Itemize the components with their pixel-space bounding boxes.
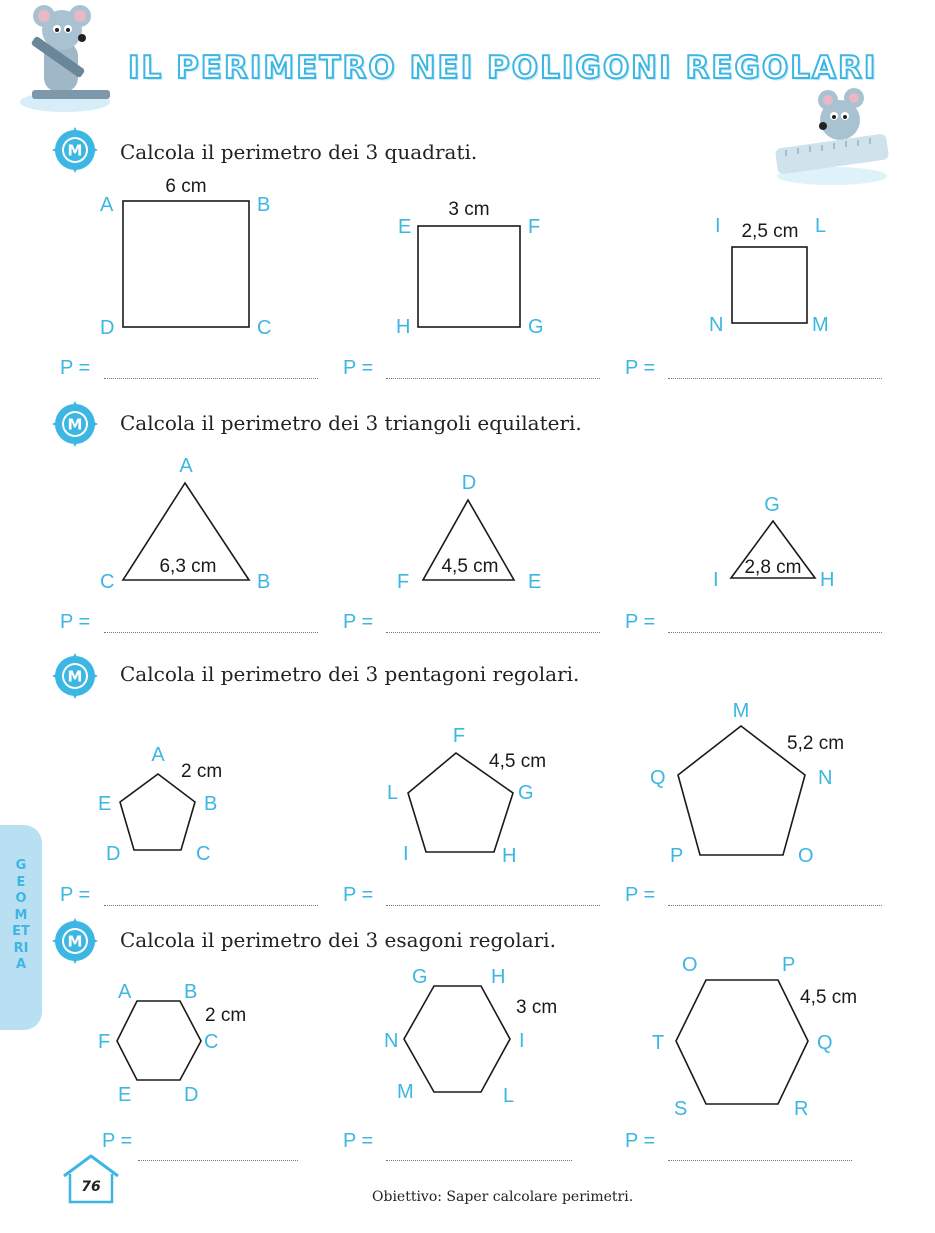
vertex-label: B — [257, 571, 271, 593]
instruction-triangles: Calcola il perimetro dei 3 triangoli equilateri. — [120, 411, 582, 435]
side-label: 2 cm — [181, 761, 223, 782]
hexagon-abcdef — [117, 1001, 201, 1080]
vertex-label: I — [403, 843, 409, 865]
vertex-label: D — [184, 1084, 199, 1106]
vertex-label: A — [179, 455, 193, 477]
vertex-label: D — [100, 317, 115, 339]
hexagon-ghilmn — [404, 986, 510, 1092]
answer-line[interactable] — [138, 1160, 298, 1161]
answer-line[interactable] — [104, 632, 318, 633]
answer-line[interactable] — [668, 1160, 852, 1161]
answer-line[interactable] — [668, 378, 882, 379]
vertex-label: P — [782, 954, 796, 976]
vertex-label: C — [100, 571, 115, 593]
vertex-label: F — [98, 1031, 111, 1053]
vertex-label: D — [461, 472, 477, 494]
vertex-label: I — [713, 569, 719, 591]
vertex-label: B — [204, 793, 218, 815]
vertex-label: H — [502, 845, 517, 867]
side-label: 2 cm — [205, 1005, 247, 1026]
side-label: 4,5 cm — [441, 556, 499, 577]
perimeter-label: P = — [60, 611, 91, 633]
vertex-label: F — [397, 571, 410, 593]
perimeter-label: P = — [60, 884, 91, 906]
vertex-label: G — [518, 782, 534, 804]
vertex-label: F — [452, 725, 466, 747]
answer-line[interactable] — [668, 905, 882, 906]
vertex-label: A — [118, 981, 132, 1003]
vertex-label: F — [528, 216, 541, 238]
vertex-label: C — [257, 317, 272, 339]
vertex-label: P — [670, 845, 684, 867]
perimeter-label: P = — [625, 611, 656, 633]
square-abcd — [123, 201, 249, 327]
vertex-label: S — [674, 1098, 688, 1120]
page-title: IL PERIMETRO NEI POLIGONI REGOLARI — [128, 50, 878, 86]
svg-text:M: M — [67, 141, 83, 160]
perimeter-label: P = — [625, 1130, 656, 1152]
answer-line[interactable] — [386, 1160, 572, 1161]
perimeter-label: P = — [343, 884, 374, 906]
vertex-label: Q — [650, 767, 666, 789]
side-label: 4,5 cm — [800, 987, 858, 1008]
svg-text:M: M — [67, 932, 83, 951]
vertex-label: G — [412, 966, 428, 988]
vertex-label: E — [398, 216, 412, 238]
vertex-label: H — [820, 569, 835, 591]
vertex-label: B — [184, 981, 198, 1003]
side-label: 2,5 cm — [741, 221, 799, 242]
hexagon-opqrst — [676, 980, 808, 1104]
vertex-label: E — [98, 793, 112, 815]
side-label: 3 cm — [516, 997, 558, 1018]
vertex-label: N — [818, 767, 833, 789]
side-label: 3 cm — [448, 199, 490, 220]
perimeter-label: P = — [60, 357, 91, 379]
vertex-label: I — [519, 1030, 525, 1052]
vertex-label: D — [106, 843, 121, 865]
vertex-label: M — [812, 314, 829, 336]
instruction-hexagons: Calcola il perimetro dei 3 esagoni regolari. — [120, 928, 556, 952]
vertex-label: H — [396, 316, 411, 338]
perimeter-label: P = — [343, 611, 374, 633]
perimeter-label: P = — [625, 884, 656, 906]
vertex-label: R — [794, 1098, 809, 1120]
vertex-label: C — [196, 843, 211, 865]
vertex-label: L — [503, 1085, 515, 1107]
vertex-label: N — [709, 314, 724, 336]
footer-objective: Obiettivo: Saper calcolare perimetri. — [372, 1189, 634, 1205]
side-label: 5,2 cm — [787, 733, 845, 754]
square-efgh — [418, 226, 520, 327]
vertex-label: M — [732, 700, 750, 722]
vertex-label: T — [652, 1032, 665, 1054]
instruction-squares: Calcola il perimetro dei 3 quadrati. — [120, 140, 478, 164]
answer-line[interactable] — [386, 632, 600, 633]
perimeter-label: P = — [343, 1130, 374, 1152]
side-tab-label: GEOMETRIA — [12, 858, 30, 972]
vertex-label: G — [528, 316, 544, 338]
vertex-label: M — [397, 1081, 414, 1103]
svg-text:M: M — [67, 667, 83, 686]
perimeter-label: P = — [343, 357, 374, 379]
side-label: 4,5 cm — [489, 751, 547, 772]
page-number: 76 — [81, 1179, 101, 1195]
answer-line[interactable] — [104, 378, 318, 379]
vertex-label: L — [815, 215, 827, 237]
side-label: 6,3 cm — [159, 556, 217, 577]
vertex-label: E — [118, 1084, 132, 1106]
page-number-badge — [60, 1152, 122, 1206]
vertex-label: I — [715, 215, 721, 237]
vertex-label: E — [528, 571, 542, 593]
instruction-pentagons: Calcola il perimetro dei 3 pentagoni regolari. — [120, 662, 580, 686]
answer-line[interactable] — [668, 632, 882, 633]
vertex-label: Q — [817, 1032, 833, 1054]
svg-text:M: M — [67, 415, 83, 434]
vertex-label: O — [682, 954, 698, 976]
vertex-label: L — [387, 782, 399, 804]
vertex-label: B — [257, 194, 271, 216]
vertex-label: C — [204, 1031, 219, 1053]
vertex-label: N — [384, 1030, 399, 1052]
answer-line[interactable] — [386, 378, 600, 379]
pentagon-abcde — [120, 774, 195, 850]
pentagon-mnopq — [678, 726, 805, 855]
answer-line[interactable] — [386, 905, 600, 906]
vertex-label: H — [491, 966, 506, 988]
vertex-label: A — [100, 194, 114, 216]
vertex-label: O — [798, 845, 814, 867]
side-label: 6 cm — [165, 176, 207, 197]
answer-line[interactable] — [104, 905, 318, 906]
square-ilmn — [732, 247, 807, 323]
vertex-label: A — [151, 744, 165, 766]
perimeter-label: P = — [102, 1130, 133, 1152]
vertex-label: G — [764, 494, 780, 516]
perimeter-label: P = — [625, 357, 656, 379]
side-label: 2,8 cm — [744, 557, 802, 578]
